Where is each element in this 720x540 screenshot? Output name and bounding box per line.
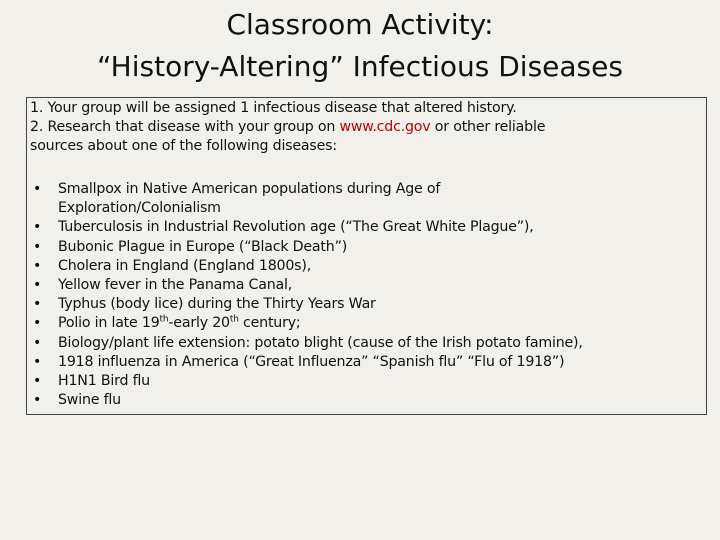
disease-text-continuation: Exploration/Colonialism <box>58 200 221 217</box>
disease-list <box>27 180 703 410</box>
disease-item-potato-blight <box>27 334 703 353</box>
disease-text <box>58 315 301 331</box>
disease-item-polio <box>27 314 703 333</box>
bullet-icon: • <box>33 315 42 332</box>
content-box <box>26 97 707 415</box>
instructions <box>30 99 702 156</box>
disease-text: Tuberculosis in Industrial Revolution age (“The Great White Plague”), <box>58 219 534 236</box>
disease-item-swine-flu <box>27 391 703 410</box>
disease-text: Typhus (body lice) during the Thirty Years War <box>58 296 376 313</box>
polio-text-a: Polio in late 19 <box>58 315 160 332</box>
bullet-icon: • <box>33 181 42 197</box>
disease-text: 1918 influenza in America (“Great Influenza” “Spanish flu” “Flu of 1918”) <box>58 353 565 370</box>
polio-text-c: century; <box>238 315 301 332</box>
cdc-link[interactable]: www.cdc.gov <box>339 119 431 135</box>
instruction-3: sources about one of the following diseases: <box>30 138 337 154</box>
bullet-icon: • <box>33 296 42 313</box>
bullet-icon: • <box>33 238 42 255</box>
disease-text: Yellow fever in the Panama Canal, <box>58 277 293 294</box>
disease-item-bubonic-plague <box>27 238 703 257</box>
polio-text-b: -early 20 <box>168 315 230 332</box>
bullet-icon: • <box>33 392 42 409</box>
disease-text: Biology/plant life extension: potato blight (cause of the Irish potato famine), <box>58 334 583 351</box>
bullet-icon: • <box>33 257 42 274</box>
disease-item-h1n1 <box>27 372 703 391</box>
instruction-1: 1. Your group will be assigned 1 infectious disease that altered history. <box>30 100 517 116</box>
disease-item-smallpox <box>27 180 703 218</box>
slide-title <box>0 4 720 88</box>
instruction-2 <box>30 118 702 137</box>
bullet-icon: • <box>33 353 42 370</box>
polio-sup-b: th <box>229 314 239 325</box>
polio-sup-a: th <box>159 314 169 325</box>
disease-item-yellow-fever <box>27 276 703 295</box>
instruction-2-suffix: or other reliable <box>430 119 546 135</box>
bullet-icon: • <box>33 219 42 236</box>
disease-text: Bubonic Plague in Europe (“Black Death”) <box>58 238 348 255</box>
bullet-icon: • <box>33 334 42 351</box>
bullet-icon: • <box>33 277 42 294</box>
title-line-2: “History-Altering” Infectious Diseases <box>97 50 623 83</box>
disease-text: Swine flu <box>58 392 121 409</box>
disease-item-1918-influenza <box>27 353 703 372</box>
disease-text: Cholera in England (England 1800s), <box>58 257 312 274</box>
disease-item-typhus <box>27 295 703 314</box>
bullet-icon: • <box>33 373 42 390</box>
disease-item-cholera <box>27 257 703 276</box>
title-line-1: Classroom Activity: <box>226 8 494 41</box>
instruction-2-text: 2. Research that disease with your group on <box>30 119 340 135</box>
disease-item-tuberculosis <box>27 218 703 237</box>
disease-text: H1N1 Bird flu <box>58 373 150 390</box>
disease-text: Smallpox in Native American populations during Age of <box>58 181 441 197</box>
